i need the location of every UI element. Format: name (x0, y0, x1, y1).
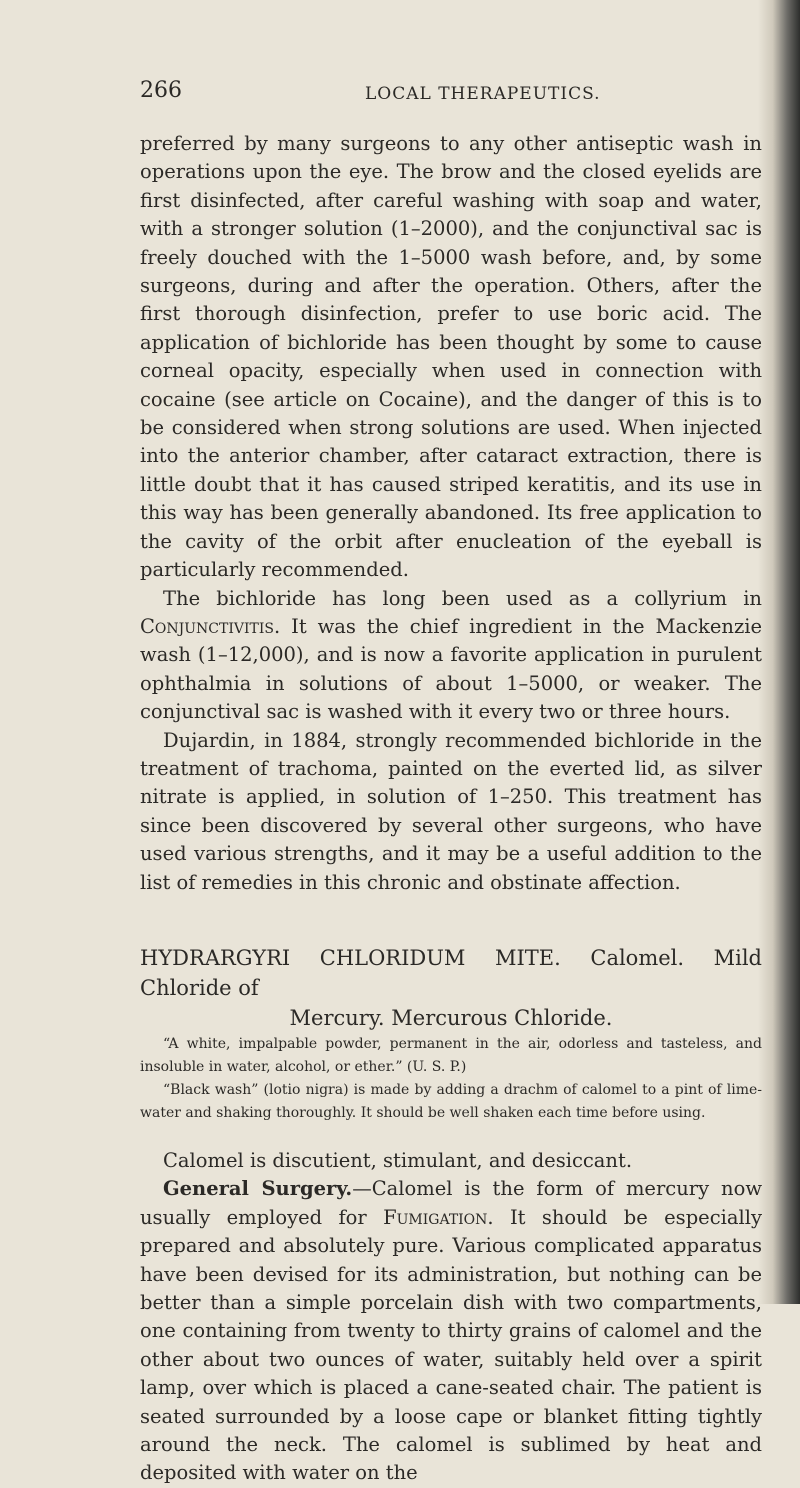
paragraph-trachoma: Dujardin, in 1884, strongly recommended bichloride in the treatment of trachoma, painted on the everted lid, as silver nitrate is applied, in solution of 1–250. This treatment has since been discovered by several other surgeons, who have used various strengths, and it may be a useful addition to the list of remedies in this chronic and obstinate affection. (140, 728, 762, 894)
paragraph-text: The bichloride has long been used as a collyrium in (163, 586, 762, 610)
paragraph-conjunctivitis (140, 585, 762, 727)
paragraph-properties: Calomel is discutient, stimulant, and desiccant. (163, 1148, 633, 1172)
paragraph-antiseptic-wash (140, 130, 762, 585)
black-wash-note: “Black wash” (lotio nigra) is made by adding a drachm of calomel to a pint of lime-water and shaking thoroughly. It should be well shaken each time before using. (140, 1081, 762, 1121)
pharmacopoeia-quote: “A white, impalpable powder, permanent in the air, odorless and tasteless, and insoluble in water, alcohol, or ether.” (U. S. P.) (140, 1035, 762, 1075)
paragraph-text: It should be especially prepared and absolutely pure. Various complicated apparatus have been devised for its administration, but nothing can be better than a simple porcelain dish with two compartments, one containing from twenty to thirty grains of calomel and the other about two ounces of water, suitably held over a spirit lamp, over which is placed a cane-seated chair. The patient is seated surrounded by a loose cape or blanket fitting tightly around the neck. The calomel is sublimed by heat and deposited with water on the (140, 1205, 762, 1485)
paragraph-text: preferred by many surgeons to any other antiseptic wash in operations upon the eye. The brow and the closed eyelids are first disinfected, after careful washing with soap and water, with a stronger solution (1–2000), and the conjunctival sac is freely douched with the 1–5000 wash before, and, by some surgeons, during and after the operation. Others, after the first thorough disinfection, prefer to use boric acid. The application of bichloride has been thought by some to cause corneal opacity, especially when used in connection with cocaine (see article on Cocaine), and the danger of this is to be considered when strong solutions are used. When injected into the anterior chamber, after cataract extraction, there is little doubt that it has caused striped keratitis, and its use in this way has been generally abandoned. Its free application to the cavity of the orbit after enucleation of the eyeball is particularly recommended. (140, 132, 762, 582)
entry-title: HYDRARGYRI CHLORIDUM MITE. Calomel. Mild Chloride of (140, 945, 762, 1000)
term-fumigation: Fumigation. (383, 1205, 494, 1229)
paragraph-text: It was the chief ingredient in the Mackenzie wash (1–12,000), and is now a favorite application in purulent ophthalmia in solutions of about 1–5000, or weaker. The conjunctival sac is washed with it every two or three hours. (140, 614, 762, 724)
section-gap (140, 1125, 762, 1147)
paragraph-general-surgery (140, 1175, 762, 1487)
page-edge-shadow (758, 0, 800, 1304)
entry-subtitle: Mercury. Mercurous Chloride. (289, 1005, 613, 1030)
running-head: LOCAL THERAPEUTICS. (365, 84, 601, 104)
subheading-general-surgery: General Surgery. (163, 1177, 353, 1201)
page-body (140, 130, 762, 1488)
page-header (140, 78, 760, 114)
section-gap (140, 897, 762, 943)
page-number: 266 (140, 78, 182, 103)
paragraph-text: —Calomel is the form of mercury now usually employed for (140, 1177, 763, 1229)
term-conjunctivitis: Conjunctivitis. (140, 614, 281, 638)
